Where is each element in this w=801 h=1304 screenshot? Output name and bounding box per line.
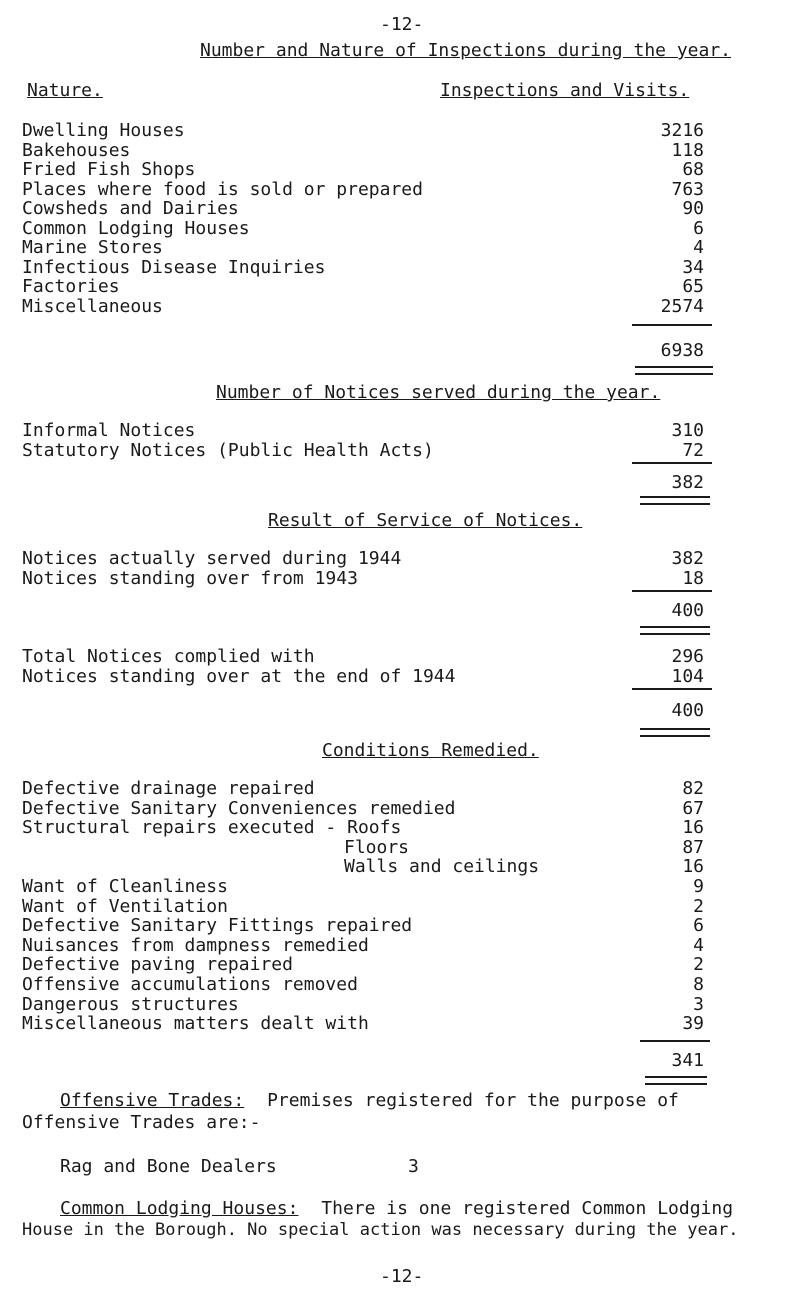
conditions-title: Conditions Remedied. — [322, 740, 539, 761]
list-row — [0, 218, 704, 238]
list-row — [0, 974, 704, 994]
inspections-total-rule — [632, 324, 712, 326]
row-value: 118 — [671, 139, 704, 161]
list-row — [0, 1013, 704, 1033]
list-row — [0, 198, 704, 218]
offensive-trades-item-value: 3 — [408, 1156, 419, 1177]
row-label: Marine Stores — [22, 237, 163, 258]
row-value: 16 — [682, 856, 704, 878]
lodging-text-2: House in the Borough. No special action was necessary during the year. — [22, 1220, 739, 1240]
row-label: Factories — [22, 276, 120, 297]
row-value: 310 — [671, 420, 704, 441]
list-row — [0, 179, 704, 199]
list-row — [0, 440, 704, 460]
lodging-heading-line — [60, 1198, 733, 1219]
row-label: Floors — [344, 836, 410, 858]
row-value: 4 — [693, 237, 704, 258]
list-row — [0, 896, 704, 916]
list-row — [0, 837, 704, 857]
row-value: 2574 — [660, 295, 704, 317]
result-group-1-rule — [632, 590, 712, 592]
row-value: 2 — [693, 895, 704, 917]
result-group-2-rule — [632, 688, 712, 690]
row-label: Offensive accumulations removed — [22, 974, 358, 995]
row-label: Infectious Disease Inquiries — [22, 256, 326, 278]
inspections-title: Number and Nature of Inspections during the year. — [200, 40, 732, 61]
lodging-text-1: There is one registered Common Lodging — [321, 1198, 734, 1219]
notices-total: 382 — [671, 472, 704, 493]
row-value: 296 — [671, 646, 704, 667]
list-row — [0, 548, 704, 568]
result-total-1: 400 — [671, 600, 704, 621]
visits-column-header: Inspections and Visits. — [440, 80, 690, 101]
conditions-double-rule — [645, 1076, 707, 1085]
list-row — [0, 994, 704, 1014]
row-label: Defective drainage repaired — [22, 778, 315, 799]
row-value: 9 — [693, 876, 704, 897]
row-label: Common Lodging Houses — [22, 217, 250, 239]
lodging-heading: Common Lodging Houses: — [60, 1198, 299, 1219]
row-value: 6 — [693, 217, 704, 239]
row-value: 65 — [682, 276, 704, 297]
offensive-trades-heading: Offensive Trades: — [60, 1090, 245, 1111]
page-number-top: -12- — [380, 14, 424, 35]
list-row — [0, 856, 704, 876]
offensive-trades-text-2: Offensive Trades are:- — [22, 1112, 261, 1133]
list-row — [0, 778, 704, 798]
row-label: Cowsheds and Dairies — [22, 198, 239, 219]
row-label: Walls and ceilings — [344, 856, 540, 878]
row-label: Defective Sanitary Fittings repaired — [22, 915, 413, 937]
row-label: Want of Ventilation — [22, 895, 228, 917]
row-value: 2 — [693, 954, 704, 976]
row-label: Statutory Notices (Public Health Acts) — [22, 440, 434, 461]
list-row — [0, 257, 704, 277]
result-total-1-double-rule — [640, 626, 710, 635]
row-label: Total Notices complied with — [22, 646, 315, 667]
row-label: Structural repairs executed - Roofs — [22, 817, 402, 839]
row-label: Informal Notices — [22, 420, 196, 441]
notices-title: Number of Notices served during the year. — [216, 382, 661, 403]
row-value: 68 — [682, 159, 704, 180]
list-row — [0, 140, 704, 160]
row-label: Notices standing over from 1943 — [22, 568, 358, 589]
list-row — [0, 646, 704, 666]
row-value: 16 — [682, 817, 704, 839]
row-label: Dangerous structures — [22, 993, 239, 1015]
row-label: Notices standing over at the end of 1944 — [22, 666, 456, 687]
list-row — [0, 817, 704, 837]
list-row — [0, 420, 704, 440]
row-value: 3216 — [660, 120, 704, 141]
row-value: 82 — [682, 778, 704, 799]
row-value: 104 — [671, 666, 704, 687]
row-label: Want of Cleanliness — [22, 876, 228, 897]
offensive-trades-text-1: Premises registered for the purpose of — [267, 1090, 679, 1111]
row-value: 39 — [682, 1013, 704, 1035]
result-total-2-double-rule — [640, 728, 710, 737]
list-row — [0, 935, 704, 955]
list-row — [0, 159, 704, 179]
list-row — [0, 954, 704, 974]
list-row — [0, 876, 704, 896]
page-number-bottom: -12- — [380, 1266, 424, 1287]
row-value: 382 — [671, 548, 704, 569]
row-value: 3 — [693, 993, 704, 1015]
list-row — [0, 237, 704, 257]
result-total-2: 400 — [671, 700, 704, 721]
row-label: Nuisances from dampness remedied — [22, 934, 369, 956]
list-row — [0, 276, 704, 296]
row-label: Dwelling Houses — [22, 120, 185, 141]
result-title: Result of Service of Notices. — [268, 510, 583, 531]
row-label: Defective Sanitary Conveniences remedied — [22, 797, 456, 819]
row-label: Miscellaneous matters dealt with — [22, 1013, 369, 1035]
nature-column-header: Nature. — [27, 80, 103, 101]
conditions-total: 341 — [671, 1050, 704, 1071]
row-value: 34 — [682, 256, 704, 278]
offensive-trades-item: Rag and Bone Dealers — [60, 1156, 277, 1177]
list-row — [0, 798, 704, 818]
row-value: 8 — [693, 974, 704, 995]
row-value: 4 — [693, 934, 704, 956]
row-value: 18 — [682, 568, 704, 589]
list-row — [0, 666, 704, 686]
inspections-total: 6938 — [660, 340, 704, 361]
row-value: 67 — [682, 797, 704, 819]
inspections-double-rule — [635, 366, 713, 375]
row-value: 87 — [682, 836, 704, 858]
offensive-trades-heading-line — [60, 1090, 679, 1111]
notices-total-rule — [632, 462, 712, 464]
row-value: 90 — [682, 198, 704, 219]
list-row — [0, 120, 704, 140]
conditions-total-rule — [640, 1040, 710, 1042]
notices-double-rule — [640, 496, 710, 505]
row-label: Fried Fish Shops — [22, 159, 196, 180]
row-label: Notices actually served during 1944 — [22, 548, 402, 569]
row-label: Places where food is sold or prepared — [22, 178, 423, 200]
list-row — [0, 568, 704, 588]
row-value: 72 — [682, 440, 704, 461]
row-label: Bakehouses — [22, 139, 131, 161]
row-label: Defective paving repaired — [22, 954, 293, 976]
row-label: Miscellaneous — [22, 295, 163, 317]
row-value: 6 — [693, 915, 704, 937]
list-row — [0, 296, 704, 316]
list-row — [0, 915, 704, 935]
row-value: 763 — [671, 178, 704, 200]
